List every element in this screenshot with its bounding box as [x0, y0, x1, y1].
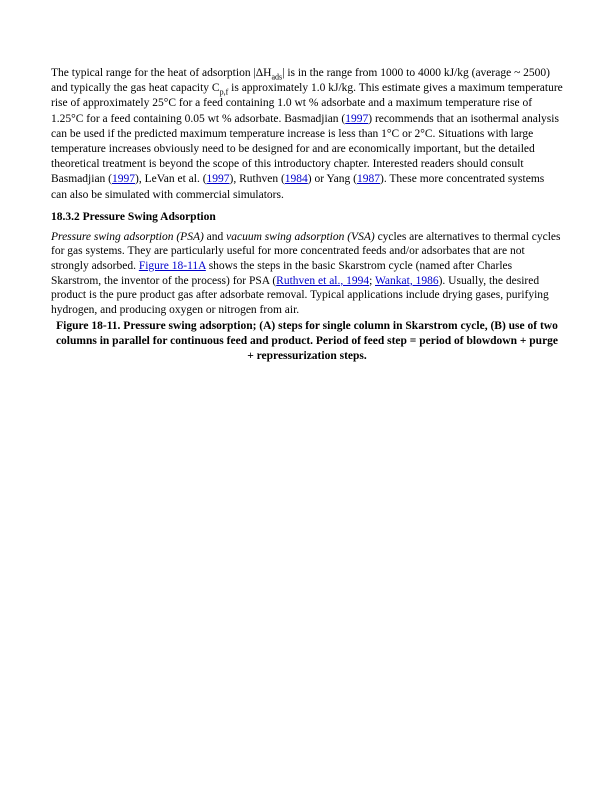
- citation-link-levan-1997[interactable]: 1997: [206, 173, 230, 186]
- text-run: ) or Yang (: [307, 173, 357, 186]
- document-body: [51, 66, 563, 363]
- citation-link-basmadjian-1997[interactable]: 1997: [345, 112, 369, 125]
- figure-caption: Figure 18-11. Pressure swing adsorption; (A) steps for single column in Skarstrom cycle, (B) use of two columns in parallel for continuous feed and product. Period of feed step = period of blowdown + purge + repressurization steps.: [55, 320, 559, 362]
- text-run: and: [203, 230, 227, 243]
- text-run: ;: [369, 274, 375, 287]
- citation-link-basmadjian-1997-b[interactable]: 1997: [112, 173, 135, 186]
- citation-link-ruthven-1994[interactable]: Ruthven et al., 1994: [276, 274, 370, 287]
- citation-link-ruthven-1984[interactable]: 1984: [284, 173, 308, 186]
- text-run: ) recommends that an isothermal analysis can be used if the predicted maximum temperature increase is less than 1°C or 2°C. Situations with large temperature increases obviously need to be designed for and are economically important, but the detailed theoretical treatment is beyond the scope of this introductory chapter. Interested readers should consult Basmadjian (: [51, 112, 559, 186]
- text-run: | is in the range from 1000 to 4000 kJ/kg (average ~ 2500) and typically the gas heat capacity C: [51, 67, 550, 95]
- text-run: ). These more concentrated systems can also be simulated with commercial simulators.: [51, 173, 545, 201]
- subscript-pf: p,f: [219, 87, 229, 97]
- italic-term-vsa: vacuum swing adsorption (VSA): [226, 230, 375, 243]
- paragraph-pressure-swing: [51, 230, 563, 318]
- text-run: ), LeVan et al. (: [135, 173, 207, 186]
- text-run: The typical range for the heat of adsorption |ΔH: [51, 67, 272, 79]
- text-run: cycles are alternatives to thermal cycles for gas systems. They are particularly useful for more concentrated feeds and/or adsorbates that are not strongly adsorbed.: [51, 230, 561, 273]
- text-run: ), Ruthven (: [229, 173, 285, 186]
- text-run: is approximately 1.0 kJ/kg. This estimate gives a maximum temperature rise of approximately 25°C for a feed containing 1.0 wt % adsorbate and a maximum temperature rise of 1.25°C for a feed containing 0.05 wt % adsorbate. Basmadjian (: [51, 82, 563, 125]
- italic-term-psa: Pressure swing adsorption (PSA): [51, 230, 204, 243]
- text-run: ). Usually, the desired product is the pure product gas after adsorbate removal. Typical applications include drying gases, purifying hydrogen, and producing oxygen or nitrogen from air.: [51, 274, 549, 316]
- citation-link-wankat-1986[interactable]: Wankat, 1986: [375, 274, 439, 287]
- citation-link-yang-1987[interactable]: 1987: [357, 173, 380, 186]
- section-heading: 18.3.2 Pressure Swing Adsorption: [51, 210, 216, 223]
- text-run: shows the steps in the basic Skarstrom cycle (named after Charles Skarstrom, the inventor of the process) for PSA (: [51, 260, 513, 287]
- subscript-ads: ads: [271, 72, 283, 82]
- paragraph-heat-of-adsorption: [51, 66, 563, 203]
- figure-link-18-11a[interactable]: Figure 18-11A: [138, 260, 206, 273]
